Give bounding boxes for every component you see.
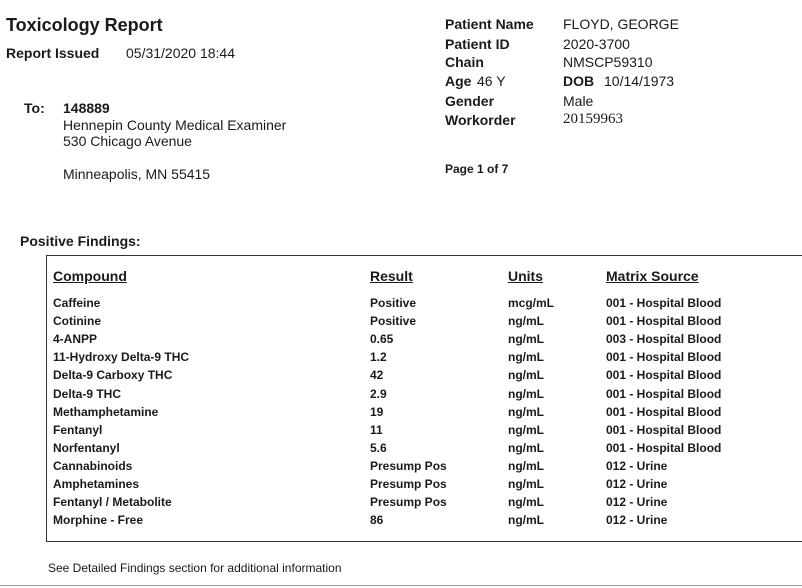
workorder-value: 20159963 <box>563 111 623 127</box>
table-row <box>0 405 802 423</box>
matrix-source-cell: 012 - Urine <box>606 495 668 510</box>
compound-cell: Cannabinoids <box>53 458 133 473</box>
units-cell: ng/mL <box>508 314 544 329</box>
patient-name-label: Patient Name <box>445 16 534 32</box>
bottom-divider <box>0 585 802 586</box>
positive-findings-heading: Positive Findings: <box>20 233 141 249</box>
table-row <box>0 459 802 477</box>
table-row <box>0 387 802 405</box>
table-row <box>0 441 802 459</box>
result-cell: Presump Pos <box>370 495 447 510</box>
units-cell: ng/mL <box>508 513 544 528</box>
column-header-units: Units <box>508 268 543 284</box>
table-row <box>0 332 802 350</box>
result-cell: 42 <box>370 368 384 383</box>
result-cell: Positive <box>370 296 417 310</box>
recipient-address: 530 Chicago Avenue <box>63 133 192 149</box>
matrix-source-cell: 003 - Hospital Blood <box>606 332 722 347</box>
result-cell: Positive <box>370 314 417 329</box>
compound-cell: Delta-9 THC <box>53 386 122 401</box>
matrix-source-cell: 001 - Hospital Blood <box>606 368 722 383</box>
result-cell: 11 <box>370 422 383 437</box>
units-cell: mcg/mL <box>508 296 555 310</box>
result-cell: 5.6 <box>370 440 387 455</box>
matrix-source-cell: 001 - Hospital Blood <box>606 386 722 401</box>
dob-label: DOB <box>563 73 595 89</box>
column-header-matrix-source: Matrix Source <box>606 268 699 284</box>
matrix-source-cell: 001 - Hospital Blood <box>606 296 722 310</box>
units-cell: ng/mL <box>508 368 544 383</box>
table-row <box>0 368 802 386</box>
compound-cell: Fentanyl <box>53 422 103 437</box>
compound-cell: Methamphetamine <box>53 404 159 419</box>
result-cell: Presump Pos <box>370 477 447 491</box>
compound-cell: Caffeine <box>53 296 101 310</box>
units-cell: ng/mL <box>508 332 544 347</box>
column-header-compound: Compound <box>53 268 127 284</box>
matrix-source-cell: 001 - Hospital Blood <box>606 422 722 437</box>
chain-value: NMSCP59310 <box>563 54 653 70</box>
table-row <box>0 314 802 332</box>
recipient-id: 148889 <box>63 100 110 116</box>
units-cell: ng/mL <box>508 440 544 455</box>
chain-label: Chain <box>445 54 484 70</box>
patient-name-value: FLOYD, GEORGE <box>563 16 679 32</box>
compound-cell: Delta-9 Carboxy THC <box>53 368 173 383</box>
compound-cell: 11-Hydroxy Delta-9 THC <box>53 350 190 365</box>
result-cell: 2.9 <box>370 386 387 401</box>
recipient-city: Minneapolis, MN 55415 <box>63 166 211 182</box>
units-cell: ng/mL <box>508 386 544 401</box>
units-cell: ng/mL <box>508 350 544 365</box>
table-row <box>0 513 802 531</box>
patient-id-value: 2020-3700 <box>563 36 630 52</box>
matrix-source-cell: 012 - Urine <box>606 458 668 473</box>
recipient-name: Hennepin County Medical Examiner <box>63 117 287 133</box>
matrix-source-cell: 001 - Hospital Blood <box>606 440 722 455</box>
age-value: 46 Y <box>477 73 506 89</box>
column-header-result: Result <box>370 268 413 284</box>
report-issued-label: Report Issued <box>6 45 100 61</box>
to-label: To: <box>24 100 45 116</box>
workorder-label: Workorder <box>445 112 516 128</box>
report-title: Toxicology Report <box>6 15 163 35</box>
units-cell: ng/mL <box>508 422 544 437</box>
dob-value: 10/14/1973 <box>604 73 675 89</box>
result-cell: 19 <box>370 404 384 419</box>
compound-cell: Morphine - Free <box>53 513 144 528</box>
age-label: Age <box>445 73 472 89</box>
matrix-source-cell: 001 - Hospital Blood <box>606 314 722 329</box>
table-row <box>0 296 802 314</box>
units-cell: ng/mL <box>508 458 544 473</box>
result-cell: 0.65 <box>370 332 394 347</box>
units-cell: ng/mL <box>508 404 544 419</box>
compound-cell: Norfentanyl <box>53 440 120 455</box>
compound-cell: Amphetamines <box>53 477 140 491</box>
matrix-source-cell: 012 - Urine <box>606 477 668 491</box>
compound-cell: Fentanyl / Metabolite <box>53 495 172 510</box>
matrix-source-cell: 012 - Urine <box>606 513 668 528</box>
gender-value: Male <box>563 93 594 109</box>
matrix-source-cell: 001 - Hospital Blood <box>606 404 722 419</box>
page-indicator: Page 1 of 7 <box>445 162 509 176</box>
result-cell: Presump Pos <box>370 458 447 473</box>
units-cell: ng/mL <box>508 495 544 510</box>
table-row <box>0 350 802 368</box>
gender-label: Gender <box>445 93 495 109</box>
matrix-source-cell: 001 - Hospital Blood <box>606 350 722 365</box>
patient-id-label: Patient ID <box>445 36 510 52</box>
compound-cell: 4-ANPP <box>53 332 98 347</box>
units-cell: ng/mL <box>508 477 544 491</box>
table-row <box>0 495 802 513</box>
table-row <box>0 423 802 441</box>
result-cell: 1.2 <box>370 350 387 365</box>
table-row <box>0 477 802 495</box>
compound-cell: Cotinine <box>53 314 101 329</box>
report-issued-value: 05/31/2020 18:44 <box>126 45 235 61</box>
result-cell: 86 <box>370 513 384 528</box>
footnote: See Detailed Findings section for additional information <box>48 561 342 575</box>
